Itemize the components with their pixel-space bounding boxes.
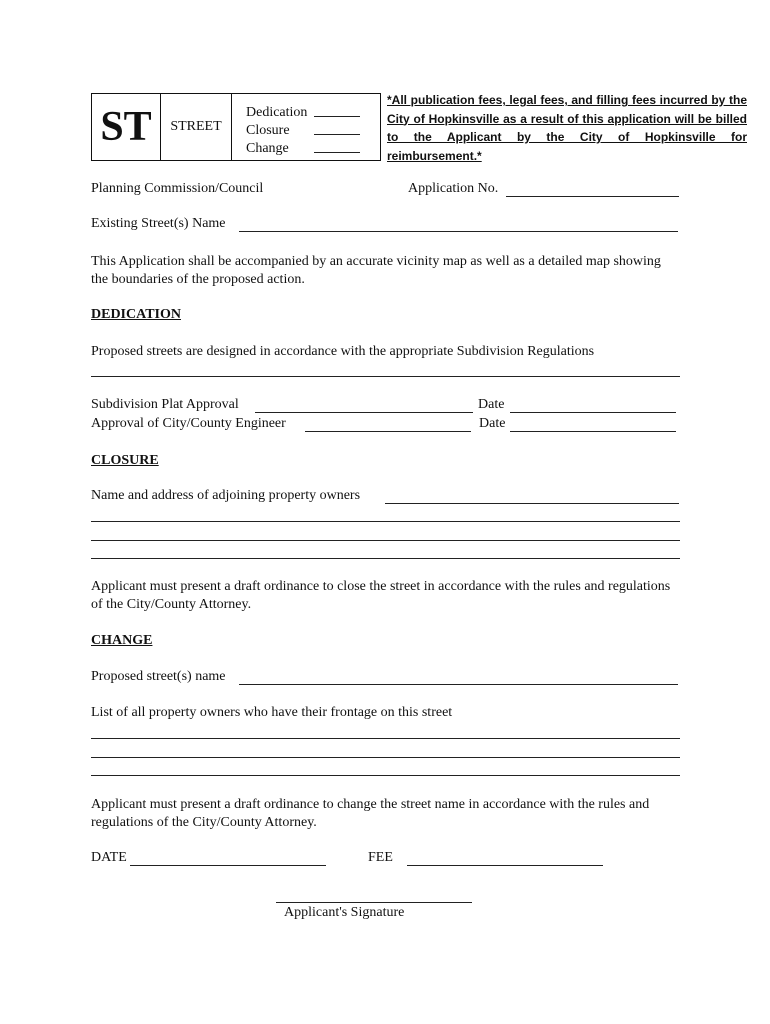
closure-instruction: Applicant must present a draft ordinance to close the street in accordance with the rules and regulations of the City/County Attorney. <box>91 579 671 612</box>
fee-label: FEE <box>368 850 393 865</box>
engineer-approval-label: Approval of City/County Engineer <box>91 416 286 431</box>
engineer-date-label: Date <box>479 416 506 431</box>
fee-field[interactable] <box>407 865 603 866</box>
change-owners-line[interactable] <box>91 775 680 776</box>
plat-date-field[interactable] <box>510 412 676 413</box>
closure-owners-label: Name and address of adjoining property owners <box>91 488 361 503</box>
existing-street-label: Existing Street(s) Name <box>91 216 226 231</box>
change-instruction: Applicant must present a draft ordinance to change the street name in accordance with the rules and regulations of the City/County Attorney. <box>91 797 650 830</box>
dedication-blank-line[interactable] <box>91 376 680 377</box>
option-change[interactable]: Change <box>246 140 366 158</box>
dedication-text: Proposed streets are designed in accordance with the appropriate Subdivision Regulations <box>91 344 595 359</box>
change-owners-line[interactable] <box>91 738 680 739</box>
option-blank <box>314 134 360 135</box>
engineer-approval-field[interactable] <box>305 431 471 432</box>
application-no-label: Application No. <box>408 181 499 196</box>
existing-street-field[interactable] <box>239 231 678 232</box>
option-dedication[interactable]: Dedication <box>246 104 366 122</box>
option-blank <box>314 116 360 117</box>
date-field[interactable] <box>130 865 326 866</box>
closure-owners-line[interactable] <box>91 521 680 522</box>
form-type-box <box>91 93 381 161</box>
date-label: DATE <box>91 850 127 865</box>
signature-label: Applicant's Signature <box>284 905 405 920</box>
fees-notice: *All publication fees, legal fees, and filling fees incurred by the City of Hopkinsville as a result of this application will be billed to the Applicant by the City of Hopkinsville for reimbursement.* <box>387 93 747 163</box>
change-owners-label: List of all property owners who have their frontage on this street <box>91 705 453 720</box>
signature-field[interactable] <box>276 902 472 903</box>
change-heading: CHANGE <box>91 633 153 648</box>
form-type-label: STREET <box>161 94 232 160</box>
action-options <box>246 104 366 158</box>
application-no-field[interactable] <box>506 196 679 197</box>
proposed-name-label: Proposed street(s) name <box>91 669 226 684</box>
planning-commission-label: Planning Commission/Council <box>91 181 264 196</box>
plat-date-label: Date <box>478 397 505 412</box>
proposed-name-field[interactable] <box>239 684 678 685</box>
closure-owners-line[interactable] <box>91 558 680 559</box>
option-blank <box>314 152 360 153</box>
option-closure[interactable]: Closure <box>246 122 366 140</box>
closure-owners-line[interactable] <box>91 540 680 541</box>
engineer-date-field[interactable] <box>510 431 676 432</box>
intro-text: This Application shall be accompanied by an accurate vicinity map as well as a detailed map showing the boundaries of the proposed action. <box>91 254 661 287</box>
closure-heading: CLOSURE <box>91 453 159 468</box>
form-code: ST <box>92 94 161 160</box>
plat-approval-field[interactable] <box>255 412 473 413</box>
plat-approval-label: Subdivision Plat Approval <box>91 397 239 412</box>
closure-owners-field[interactable] <box>385 503 679 504</box>
dedication-heading: DEDICATION <box>91 307 181 322</box>
change-owners-line[interactable] <box>91 757 680 758</box>
